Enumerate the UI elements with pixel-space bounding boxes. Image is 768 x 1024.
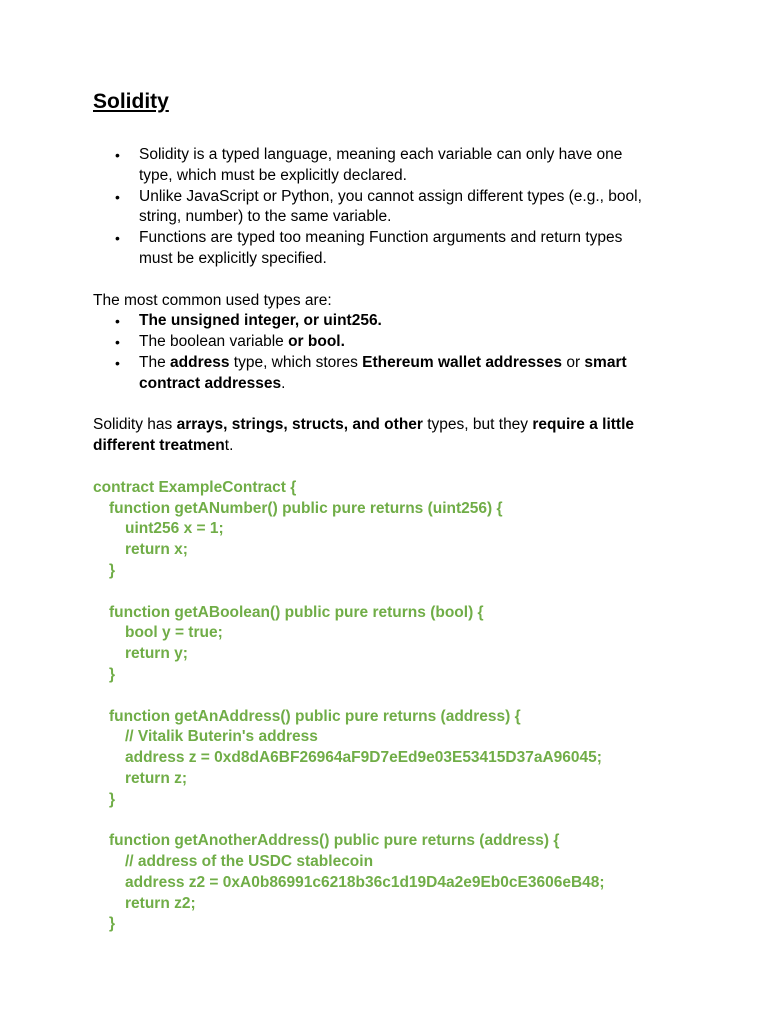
- code-line: }: [109, 915, 116, 933]
- list-item-text: Functions are typed too meaning Function arguments and return types: [139, 229, 623, 247]
- list-item: [93, 187, 693, 229]
- summary-bold-text: arrays, strings, structs, and other: [176, 416, 423, 434]
- list-item-text: type, which must be explicitly declared.: [139, 166, 407, 184]
- bullet-icon: •: [115, 147, 120, 163]
- list-item-text: must be explicitly specified.: [139, 249, 327, 267]
- code-line: return z2;: [125, 894, 196, 912]
- list-item: [93, 311, 693, 332]
- list-item-bold-text: or bool.: [288, 333, 345, 351]
- bullet-icon: •: [115, 313, 120, 330]
- list-item: [93, 145, 693, 187]
- code-line: address z2 = 0xA0b86991c6218b36c1d19D4a2e9Eb0cE3606eB48;: [125, 873, 605, 891]
- bullet-icon: •: [115, 230, 120, 247]
- list-item-bold-text: smart: [584, 353, 627, 371]
- code-line: // address of the USDC stablecoin: [125, 853, 374, 871]
- summary-text: types, but they: [422, 416, 533, 434]
- code-line: }: [109, 561, 116, 579]
- list-item-bold-text: Ethereum wallet addresses: [362, 353, 563, 371]
- code-line: address z = 0xd8dA6BF26964aF9D7eEd9e03E53415D37aA96045;: [125, 749, 602, 767]
- code-line: }: [109, 790, 116, 808]
- summary-bold-text: different treatmen: [93, 437, 225, 455]
- list-item: [93, 228, 693, 270]
- code-line: return x;: [125, 541, 188, 559]
- list-item-text: The unsigned integer, or uint256.: [139, 312, 382, 330]
- types-bullet-list: [93, 311, 693, 394]
- bullet-icon: •: [115, 188, 120, 205]
- page-title: Solidity: [93, 90, 169, 113]
- code-line: function getAnAddress() public pure returns (address) {: [109, 707, 521, 725]
- code-line: [93, 582, 693, 603]
- list-item-text: Solidity is a typed language, meaning each variable can only have one: [139, 146, 623, 163]
- summary-text: t.: [224, 437, 234, 455]
- intro-bullet-list: [93, 145, 693, 270]
- document-page: [93, 88, 693, 935]
- code-line: [93, 686, 693, 707]
- code-line: uint256 x = 1;: [125, 520, 224, 538]
- code-line: contract ExampleContract {: [93, 478, 297, 496]
- code-line: function getABoolean() public pure returns (bool) {: [109, 603, 484, 621]
- code-line: function getAnotherAddress() public pure returns (address) {: [109, 832, 560, 850]
- list-item-text: The: [139, 353, 171, 371]
- code-block: [93, 478, 693, 936]
- bullet-icon: •: [115, 334, 120, 351]
- list-item-text: .: [281, 374, 286, 392]
- summary-text: Solidity has: [93, 416, 177, 434]
- code-line: [93, 811, 693, 832]
- code-line: return y;: [125, 645, 188, 663]
- summary-bold-text: require a little: [532, 416, 635, 434]
- list-item-text: string, number) to the same variable.: [139, 208, 392, 226]
- list-item-bold-text: contract addresses: [139, 374, 282, 392]
- list-item: [93, 353, 693, 395]
- list-item-text: The boolean variable: [139, 333, 289, 351]
- list-item-bold-text: address: [170, 353, 230, 371]
- code-line: return z;: [125, 769, 187, 787]
- types-intro: The most common used types are:: [93, 291, 332, 309]
- summary-paragraph: [93, 415, 693, 457]
- code-line: }: [109, 665, 116, 683]
- list-item-text: type, which stores: [229, 353, 363, 371]
- code-line: bool y = true;: [125, 624, 223, 642]
- code-line: function getANumber() public pure returns (uint256) {: [109, 499, 503, 517]
- list-item: [93, 332, 693, 353]
- list-item-text: or: [562, 353, 585, 371]
- list-item-text: Unlike JavaScript or Python, you cannot assign different types (e.g., bool,: [139, 187, 642, 205]
- bullet-icon: •: [115, 354, 120, 371]
- code-line: // Vitalik Buterin's address: [125, 728, 318, 746]
